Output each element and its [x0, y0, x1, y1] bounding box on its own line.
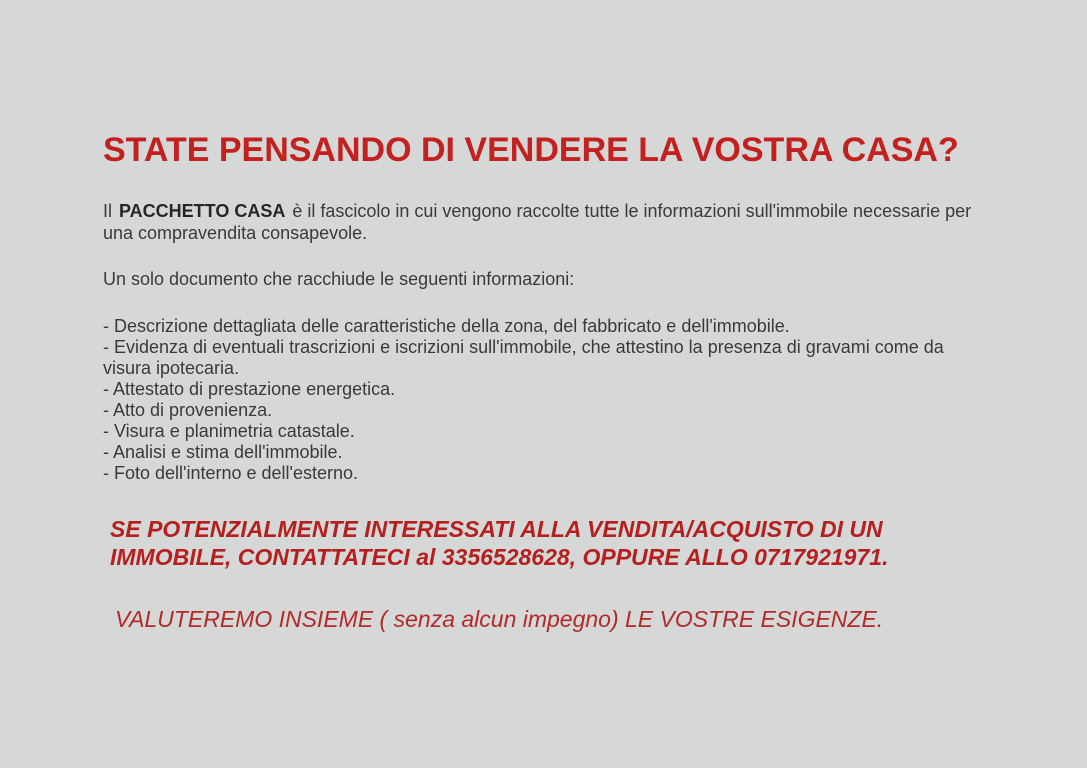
intro-paragraph: [103, 200, 992, 244]
info-list: [103, 316, 992, 484]
list-intro: Un solo documento che racchiude le seguenti informazioni:: [103, 269, 575, 289]
intro-prefix: Il: [103, 201, 112, 221]
intro-rest: è il fascicolo in cui vengono raccolte tutte le informazioni sull'immobile necessarie per una compravendita consapevole.: [103, 201, 972, 243]
list-item: - Attestato di prestazione energetica.: [103, 379, 396, 399]
list-item: - Atto di provenienza.: [103, 400, 273, 420]
pacchetto-casa-highlight: PACCHETTO CASA: [119, 201, 286, 221]
flyer-title: STATE PENSANDO DI VENDERE LA VOSTRA CASA?: [103, 131, 959, 169]
list-item: - Descrizione dettagliata delle caratteristiche della zona, del fabbricato e dell'immobile.: [103, 316, 790, 336]
list-item: - Analisi e stima dell'immobile.: [103, 442, 343, 462]
list-item: - Foto dell'interno e dell'esterno.: [103, 463, 359, 483]
cta-text: SE POTENZIALMENTE INTERESSATI ALLA VENDITA/ACQUISTO DI UN IMMOBILE, CONTATTATECI al 3356528628, OPPURE ALLO 0717921971.: [110, 516, 889, 570]
closing-text: VALUTEREMO INSIEME ( senza alcun impegno) LE VOSTRE ESIGENZE.: [115, 606, 884, 632]
list-item: - Evidenza di eventuali trascrizioni e iscrizioni sull'immobile, che attestino la presenza di gravami come da visura ipotecaria.: [103, 337, 944, 378]
list-item: - Visura e planimetria catastale.: [103, 421, 355, 441]
